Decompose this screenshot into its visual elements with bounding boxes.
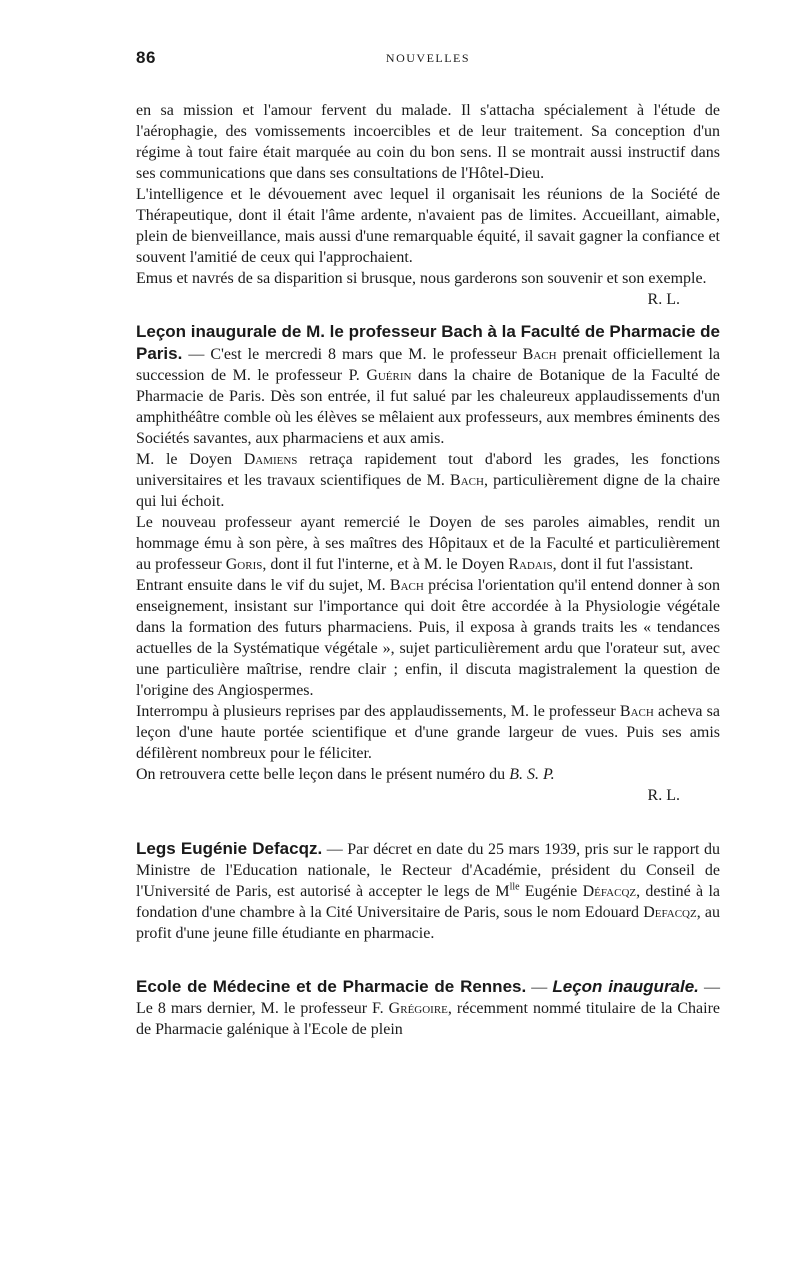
page-number: 86 <box>136 48 156 67</box>
superscript: lle <box>509 881 520 893</box>
lecon-bach-signature: R. L. <box>647 787 680 804</box>
name-damiens: Damiens <box>243 451 298 468</box>
text-run: , particulièrement digne de la chaire qui lui échoit. <box>136 472 721 510</box>
rennes-paragraph <box>136 976 720 1040</box>
rennes-section <box>136 976 720 1040</box>
text-run: M. le Doyen <box>136 451 244 468</box>
text-run: dans la chaire de Botanique de la Faculté de Pharmacie de Paris. Dès son entrée, il fut salué par les chaleureux applaudissements d'un amphithéâtre comble où les élèves se mêlaient aux professeurs, aux membres éminents des Sociétés savantes, aux pharmaciens et aux amis. <box>136 367 720 447</box>
obituary-paragraph-3 <box>136 268 720 308</box>
text-run: précisa l'orientation qu'il entend donner à son enseignement, insistant sur l'importance qui doit être accordée à la Physiologie végétale dans la formation des futurs pharmaciens. Puis, il exposa à grands traits les « tendances actuelles de la Systématique végétale », sujet particulièrement ardu que l'orateur sut, avec une particulière maîtrise, rendre clair ; enfin, il discuta magistralement la question de l'origine des Angiospermes. <box>136 577 720 699</box>
name-bach: Bach <box>619 703 654 720</box>
legs-section <box>136 838 720 944</box>
page <box>136 48 720 1040</box>
text-run: Interrompu à plusieurs reprises par des applaudissements, M. le professeur <box>136 703 620 720</box>
lecon-bach-paragraph-6 <box>136 764 720 785</box>
legs-paragraph <box>136 838 720 944</box>
lecon-bach-paragraph-3 <box>136 512 720 575</box>
text-run: , dont il fut l'assistant. <box>552 556 694 573</box>
text-run: , destiné à la fondation d'une chambre à la Cité Universitaire de Paris, sous le nom Edouard <box>136 883 721 921</box>
name-radais: Radais <box>508 556 553 573</box>
lecon-bach-section <box>136 321 720 806</box>
text-run: acheva sa leçon d'une haute portée scientifique et d'une grande largeur de vues. Puis ses amis défilèrent nombreux pour le féliciter. <box>136 703 720 762</box>
lecon-bach-paragraph-5 <box>136 701 720 764</box>
lecon-bach-title: Leçon inaugurale de M. le professeur Bach à la Faculté de Pharmacie de Paris. <box>136 322 720 363</box>
text-run: Eugénie <box>519 883 583 900</box>
journal-abbrev: B. S. P. <box>509 766 555 783</box>
text-run: prenait officiellement la succession de M. le professeur P. <box>136 346 720 384</box>
text-run: Le nouveau professeur ayant remercié le Doyen de ses paroles aimables, rendit un hommage ému à son père, à ses maîtres des Hôpitaux et de la Faculté et particulièrement au professeur <box>136 514 720 573</box>
name-bach: Bach <box>450 472 484 489</box>
legs-title: Legs Eugénie Defacqz. <box>136 839 323 858</box>
lecon-bach-paragraph-4 <box>136 575 720 701</box>
text-run: — Par décret en date du 25 mars 1939, pris sur le rapport du Ministre de l'Education nationale, le Recteur d'Académie, président du Conseil de l'Université de Paris, est autorisé à accepter le legs de M <box>136 841 720 900</box>
obituary-section <box>136 100 720 308</box>
obituary-signature: R. L. <box>647 291 680 308</box>
name-bach: Bach <box>389 577 424 594</box>
name-guerin: Guérin <box>366 367 412 384</box>
text-run: , au profit d'une jeune fille étudiante en pharmacie. <box>136 904 721 942</box>
page-header <box>136 48 720 78</box>
text-run: retraça rapidement tout d'abord les grades, les fonctions universitaires et les travaux scientifiques de M. <box>136 451 721 489</box>
text-run: , dont il fut l'interne, et à M. le Doyen <box>262 556 509 573</box>
name-goris: Goris <box>225 556 263 573</box>
name-bach: Bach <box>522 346 557 363</box>
rennes-title: Ecole de Médecine et de Pharmacie de Rennes. <box>136 977 527 996</box>
obituary-paragraph-2: L'intelligence et le dévouement avec lequel il organisait les réunions de la Société de Thérapeutique, dont il était l'âme ardente, n'avaient pas de limites. Accueillant, aimable, plein de bienveillance, mais aussi d'une remarquable équité, il savait gagner la confiance et souvent l'amitié de ceux qui l'approchaient. <box>136 186 720 266</box>
running-head: NOUVELLES <box>385 51 471 65</box>
text-run: — Le 8 mars dernier, M. le professeur F. <box>136 979 720 1017</box>
text-run: On retrouvera cette belle leçon dans le présent numéro du <box>136 766 510 783</box>
rennes-subtitle: Leçon inaugurale. <box>552 977 699 996</box>
text-run: , récemment nommé titulaire de la Chaire de Pharmacie galénique à l'Ecole de plein <box>136 1000 721 1038</box>
name-gregoire: Grégoire <box>388 1000 448 1017</box>
lecon-bach-paragraph-2 <box>136 449 720 512</box>
text-run: — C'est le mercredi 8 mars que M. le professeur <box>182 346 523 363</box>
name-defacqz: Défacqz <box>582 883 637 900</box>
name-defacqz: Defacqz <box>643 904 697 921</box>
text-run: — <box>526 979 553 996</box>
obituary-paragraph-3-text: Emus et navrés de sa disparition si brusque, nous garderons son souvenir et son exemple. <box>136 270 707 287</box>
lecon-bach-paragraph-1 <box>136 321 720 449</box>
text-run: Entrant ensuite dans le vif du sujet, M. <box>136 577 390 594</box>
obituary-paragraph-1: en sa mission et l'amour fervent du malade. Il s'attacha spécialement à l'étude de l'aérophagie, des vomissements incoercibles et de leur traitement. Sa conception d'un régime à tout faire était marquée au coin du bon sens. Il se montrait aussi instructif dans ses communications que dans ses consultations de l'Hôtel-Dieu. <box>136 102 720 182</box>
